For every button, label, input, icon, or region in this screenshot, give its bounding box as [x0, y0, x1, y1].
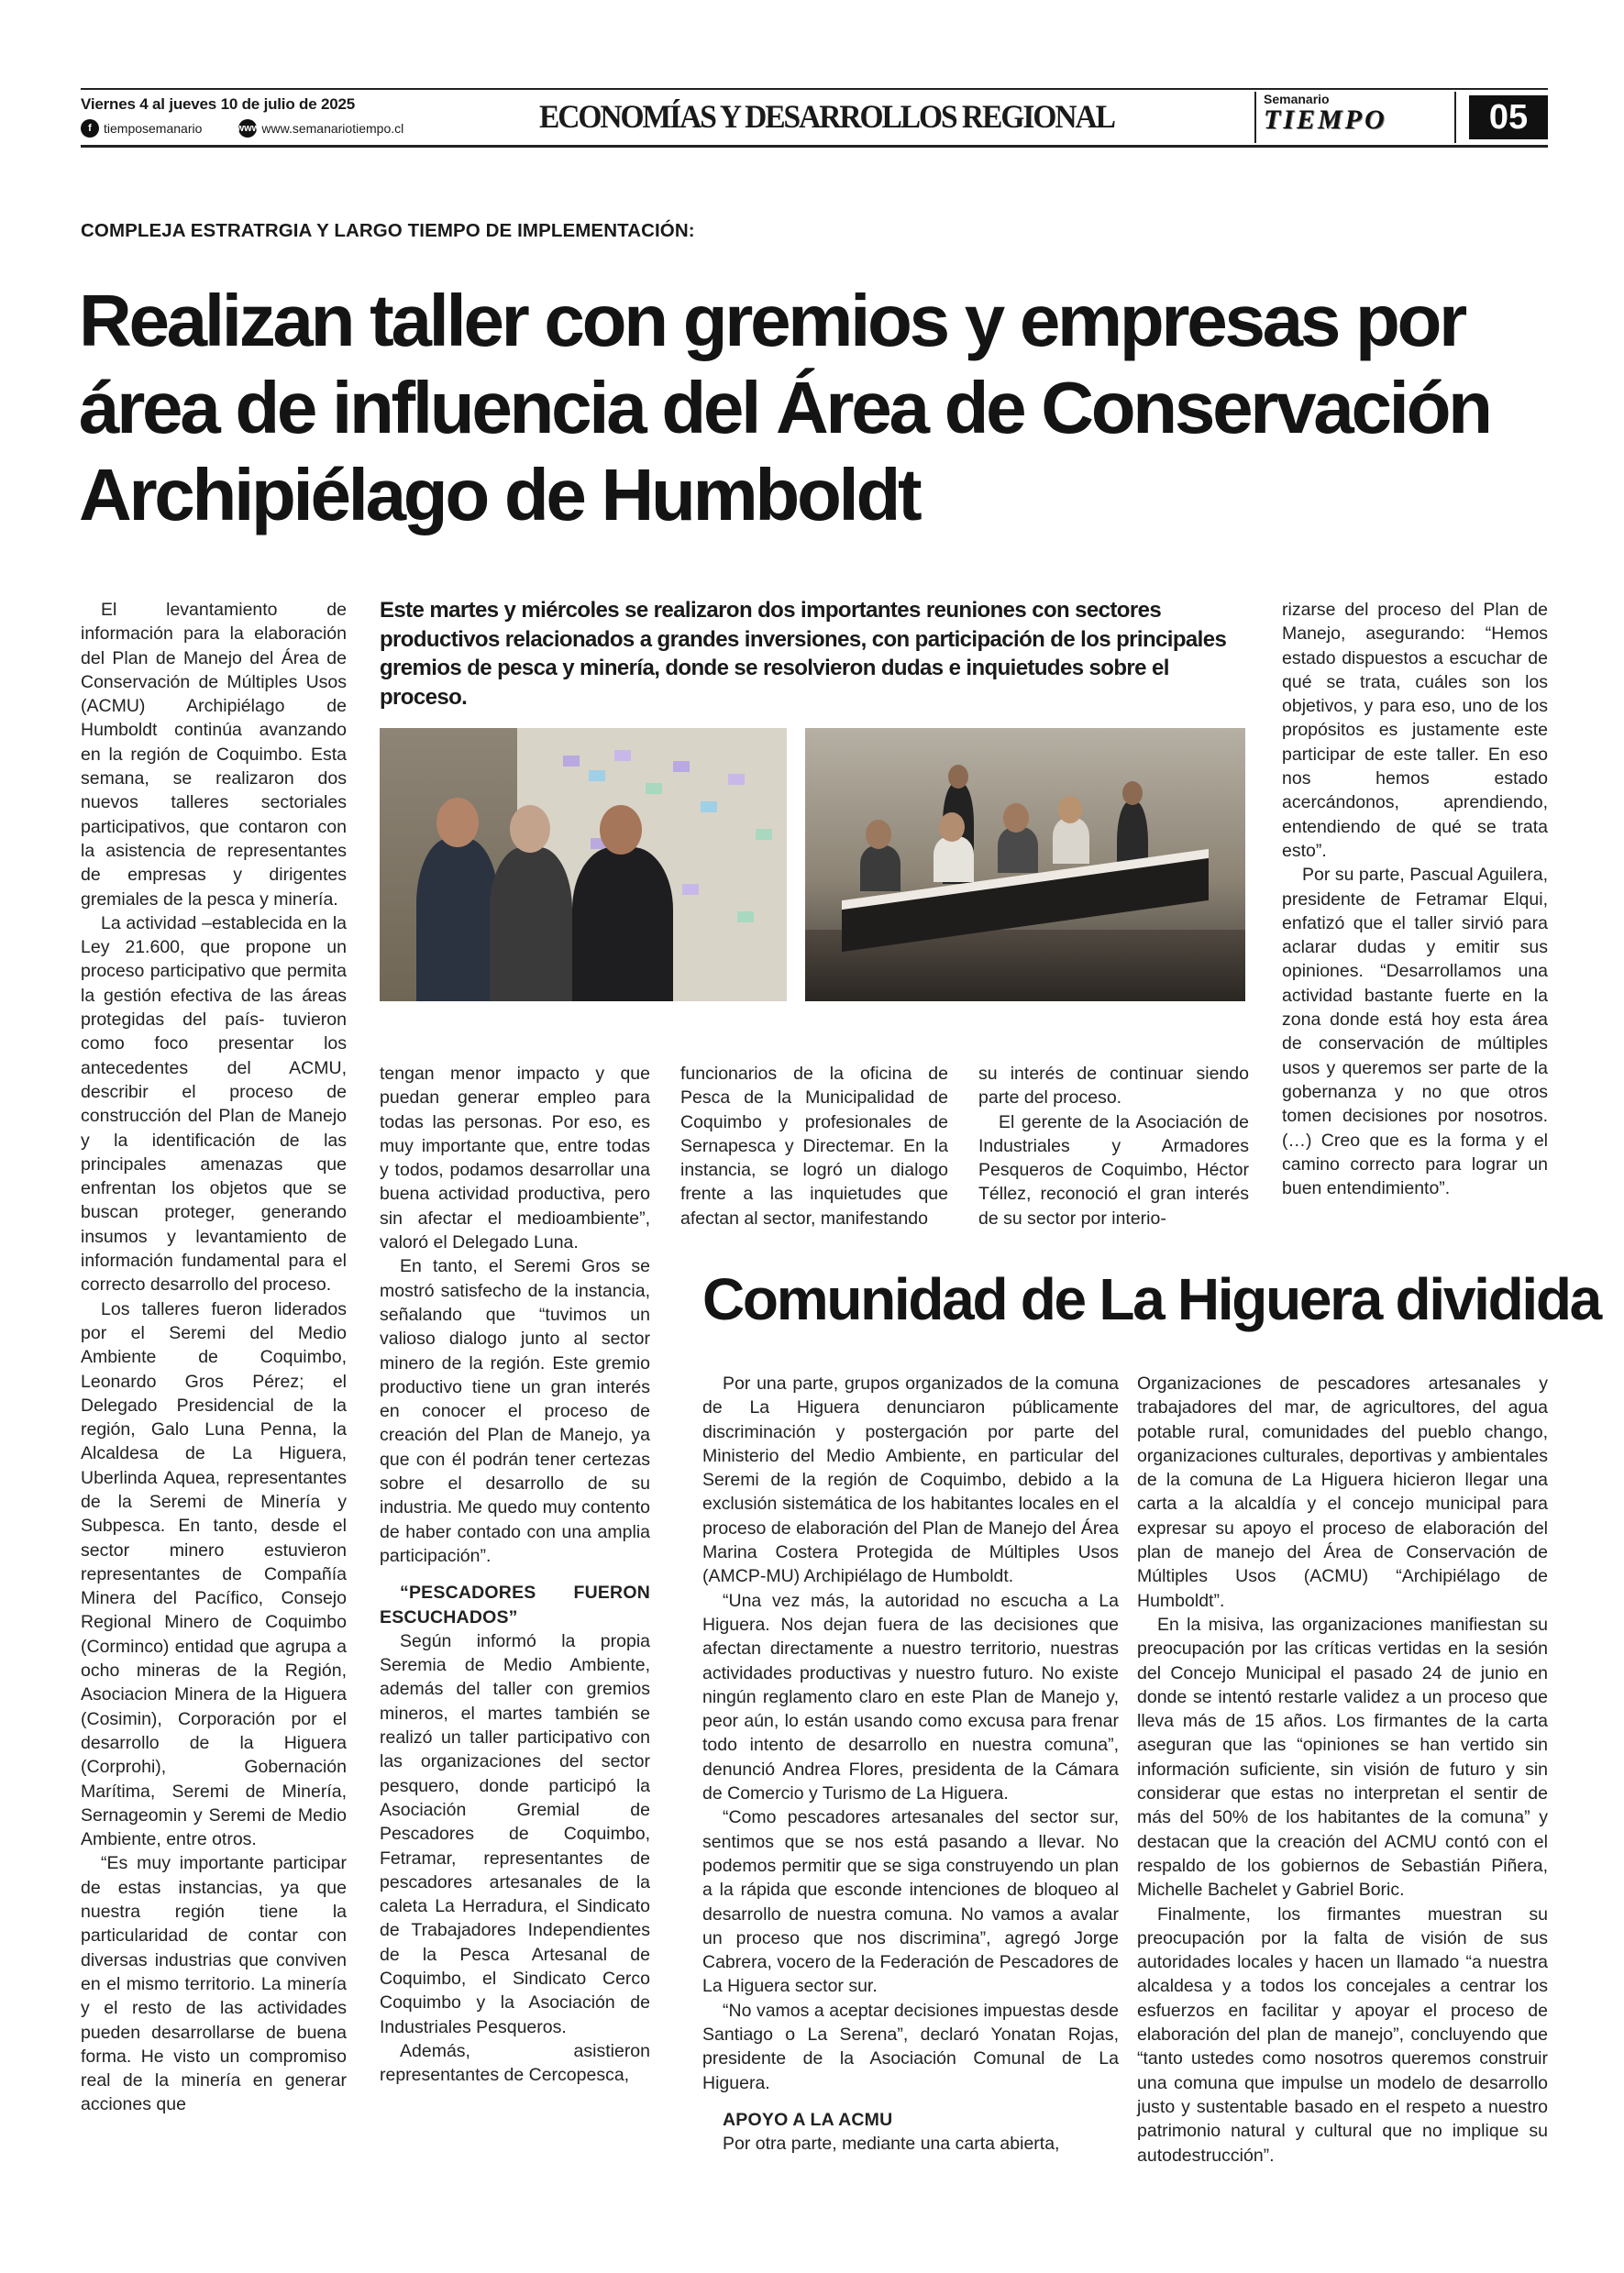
header-bottom-rule — [81, 145, 1548, 148]
paragraph: tengan menor impacto y que puedan generar empleo para todas las personas. Por eso, es muy importante que, entre todas y todos, podamos desarrollar una buena actividad productiva, pero sin afectar el medioambiente”, valoró el Delegado Luna. — [380, 1064, 650, 1253]
sticky-note — [737, 911, 754, 922]
sticky-note — [614, 750, 631, 761]
masthead-logo — [1254, 92, 1456, 143]
paragraph: La actividad –establecida en la Ley 21.600, que propone un proceso participativo que permita la gestión efectiva de las áreas protegidas del país- tuvieron como foco presentar los antecedentes del ACMU, describir el proceso de construcción del Plan de Manejo y la identificación de las principales amenazas que enfrentan los objetos que se buscan proteger, generando insumos y levantamiento de información fundamental para el correcto desarrollo del proceso. — [81, 912, 347, 1296]
person-head — [1122, 781, 1143, 805]
paragraph: El gerente de la Asociación de Industriales y Armadores Pesqueros de Coquimbo, Héctor Téllez, reconoció el gran interés de su sector por interio- — [978, 1111, 1249, 1229]
paragraph: Por una parte, grupos organizados de la comuna de La Higuera denunciaron públicamente discriminación y postergación por parte del Ministerio del Medio Ambiente, en particular del Seremi de la región de Coquimbo, debido a la exclusión sistemática de los habitantes locales en el proceso de elaboración del Plan de Manejo del Área Marina Costera Protegida de Múltiples Usos (AMCP-MU) Archipiélago de Humboldt. — [702, 1374, 1119, 1587]
sticky-note — [756, 829, 772, 840]
facebook-icon: f — [81, 119, 99, 138]
paragraph: El levantamiento de información para la elaboración del Plan de Manejo del Área de Conservación de Múltiples Usos (ACMU) Archipiélago de Humboldt continúa avanzando en la región de Coquimbo. Esta semana, se realizaron dos nuevos talleres sectoriales participativos, que contaron con la asistencia de representantes de empresas y dirigentes gremiales de la pesca y minería. — [81, 600, 347, 910]
person-head — [1058, 796, 1082, 823]
page-number: 05 — [1469, 95, 1548, 139]
second-article-headline: Comunidad de La Higuera dividida — [702, 1266, 1600, 1332]
paragraph: “Como pescadores artesanales del sector sur, sentimos que se nos está pasando a llevar. No podemos permitir que se siga construyendo un plan a la rápida que esconde intenciones de bloqueo al desarrollo de nuestra comuna. No vamos a avalar un proceso que nos discrimina”, agregó Jorge Cabrera, vocero de la Federación de Pescadores de La Higuera sector sur. — [702, 1807, 1119, 1997]
paragraph: Finalmente, los firmantes muestran su preocupación por la falta de visión de sus autoridades locales y hacen un llamado “a nuestra alcaldesa y a todos los concejales a centrar los esfuerzos en facilitar y apoyar el proceso de elaboración del plan de manejo”, concluyendo que “tanto ustedes como nosotros queremos construir una comuna que impulse un modelo de desarrollo justo y sustentable basado en el respeto a nuestro patrimonio natural y cultural que no implique su autodestrucción”. — [1137, 1903, 1548, 2166]
person-head — [948, 765, 968, 789]
paragraph: Por su parte, Pascual Aguilera, presidente de Fetramar Elqui, enfatizó que el taller sirvió para aclarar dudas y emitir sus opiniones. “Desarrollamos una actividad bastante fuerte en la zona donde está hoy esta área de conservación de múltiples usos y queremos ser parte de la gobernanza y no que otros tomen decisiones por nosotros. (…) Creo que es la forma y el camino correcto para lograr un buen entendimiento”. — [1282, 865, 1548, 1199]
person-head — [866, 820, 891, 849]
article-column-5 — [1282, 598, 1548, 1200]
sticky-note — [589, 770, 605, 781]
workshop-photo-1 — [380, 728, 787, 1001]
sticky-note — [563, 756, 580, 767]
issue-date: Viernes 4 al jueves 10 de julio de 2025 — [81, 95, 356, 113]
social-handle: tiemposemanario — [104, 121, 203, 136]
paragraph: En tanto, el Seremi Gros se mostró satisfecho de la instancia, señalando que “tuvimos un valioso dialogo junto al sector minero de la región. Este gremio productivo tiene un gran interés en conocer el proceso de creación del Plan de Manejo, ya que con él podrán tener certezas sobre el desarrollo de su industria. Me quedo muy contento de haber contado con una amplia participación”. — [380, 1256, 650, 1566]
article-column-4 — [978, 1062, 1249, 1230]
paragraph: Según informó la propia Seremia de Medio Ambiente, además del taller con gremios mineros, el martes también se realizó un taller participativo con las organizaciones del sector pesquero, donde participó la Asociación Gremial de Pescadores de Coquimbo, Fetramar, representantes de pescadores artesanales de la caleta La Herradura, el Sindicato de Trabajadores Independientes de la Pesca Artesanal de Coquimbo, el Sindicato Cerco Coquimbo y la Asociación de Industriales Pesqueros. — [380, 1630, 650, 2037]
second-article-column-1 — [702, 1372, 1119, 2157]
second-article-column-2 — [1137, 1372, 1548, 2168]
sticky-note — [673, 761, 690, 772]
person-head — [939, 812, 965, 842]
masthead-small: Semanario — [1264, 92, 1330, 106]
paragraph: En la misiva, las organizaciones manifiestan su preocupación por las críticas vertidas en la sesión del Concejo Municipal el pasado 24 de junio en donde se intentó restarle validez a un proceso que lleva más de 15 años. Los firmantes de la carta aseguran que las “opiniones se han vertido sin información suficiente, sin visión de futuro y sin considerar que estas no interpretan el sentir de más del 50% de los habitantes de la comuna” y destacan que la creación del ACMU contó con el respaldo de los gobiernos de Sebastián Piñera, Michelle Bachelet y Gabriel Boric. — [1137, 1614, 1548, 1901]
paragraph: “Es muy importante participar de estas instancias, ya que nuestra región tiene la particularidad de contar con diversas industrias que conviven en el mismo territorio. La minería y el resto de las actividades pueden desarrollarse de buena forma. He visto un compromiso real de la minería en generar acciones que — [81, 1853, 347, 2115]
paragraph: Organizaciones de pescadores artesanales y trabajadores del mar, de agricultores, del agua potable rural, comunidades del pueblo chango, organizaciones culturales, deportivas y ambientales de la comuna de La Higuera hicieron llegar una carta a la alcaldía y el concejo municipal para expresar su apoyo el proceso de elaboración del plan de manejo del Área de Conservación de Múltiples Usos (ACMU) “Archipiélago de Humboldt”. — [1137, 1374, 1548, 1611]
workshop-photo-2 — [805, 728, 1245, 1001]
paragraph: su interés de continuar siendo parte del proceso. — [978, 1064, 1249, 1109]
header-links — [81, 119, 403, 138]
header-top-rule — [81, 88, 1548, 90]
person-figure — [1053, 818, 1089, 864]
paragraph: Por otra parte, mediante una carta abierta, — [723, 2134, 1060, 2155]
section-subhead: “PESCADORES FUERON ESCUCHADOS” — [380, 1583, 650, 1628]
paragraph: “No vamos a aceptar decisiones impuestas desde Santiago o La Serena”, declaró Yonatan Rojas, presidente de la Asociación Comunal de La Higuera. — [702, 2000, 1119, 2093]
paragraph: rizarse del proceso del Plan de Manejo, asegurando: “Hemos estado dispuestos a escuchar de qué se trata, cuáles son los objetivos, y para eso, uno de los propósitos es justamente este participar de este taller. En eso nos hemos estado acercándonos, aprendiendo, entendiendo de qué se trata esto”. — [1282, 600, 1548, 861]
person-head — [600, 805, 642, 855]
article-column-2 — [380, 1062, 650, 2087]
person-head — [510, 805, 550, 853]
website-link[interactable] — [238, 119, 403, 138]
sticky-note — [646, 783, 662, 794]
person-figure — [572, 847, 673, 1001]
paragraph: Los talleres fueron liderados por el Seremi del Medio Ambiente de Coquimbo, Leonardo Gros Pérez; el Delegado Presidencial de la región, Galo Luna Penna, la Alcaldesa de La Higuera, Uberlinda Aquea, representantes de la Seremi de Minería y Subpesca. En tanto, desde el sector minero estuvieron representantes de Compañía Minera del Pacífico, Consejo Regional Minero de Coquimbo (Corminco) entidad que agrupa a ocho mineras de la Región, Asociacion Minera de la Higuera (Cosimin), Corporación por el desarrollo de la Higuera (Corprohi), Gobernación Marítima, Seremi de Minería, Sernageomin y Seremi de Medio Ambiente, entre otros. — [81, 1298, 347, 1850]
globe-icon: www — [238, 119, 257, 138]
section-title: ECONOMÍAS Y DESARROLLOS REGIONAL — [539, 98, 1114, 135]
article-column-3 — [680, 1062, 948, 1230]
person-figure — [998, 827, 1038, 873]
article-column-1 — [81, 598, 347, 2117]
website-url: www.semanariotiempo.cl — [261, 121, 404, 136]
sticky-note — [701, 801, 717, 812]
section-subhead: APOYO A LA ACMU — [723, 2109, 893, 2130]
article-lede: Este martes y miércoles se realizaron dos importantes reuniones con sectores productivos relacionados a grandes inversiones, con participación de los principales gremios de pesca y minería, donde se resolvieron dudas e inquietudes sobre el proceso. — [380, 598, 1227, 710]
masthead-name: TIEMPO — [1264, 105, 1387, 135]
paragraph: Además, asistieron representantes de Cercopesca, — [380, 2040, 650, 2086]
sticky-note — [682, 884, 699, 895]
article-headline: Realizan taller con gremios y empresas por área de influencia del Área de Conservación Archipiélago de Humboldt — [79, 280, 1490, 535]
person-head — [1003, 803, 1029, 833]
person-figure — [416, 838, 499, 1001]
person-figure — [490, 847, 572, 1001]
social-link[interactable] — [81, 119, 202, 138]
person-figure — [934, 836, 974, 882]
person-figure — [860, 845, 900, 891]
article-kicker: COMPLEJA ESTRATRGIA Y LARGO TIEMPO DE IMPLEMENTACIÓN: — [81, 220, 695, 241]
person-head — [436, 798, 479, 847]
paragraph: “Una vez más, la autoridad no escucha a La Higuera. Nos dejan fuera de las decisiones que afectan directamente a nuestro territorio, nuestras actividades productivas y nuestro futuro. No existe ningún reglamento claro en este Plan de Manejo y, peor aún, lo están usando como excusa para frenar todo intento de desarrollo en nuestra comuna”, denunció Andrea Flores, presidenta de la Cámara de Comercio y Turismo de La Higuera. — [702, 1590, 1119, 1804]
paragraph: funcionarios de la oficina de Pesca de la Municipalidad de Coquimbo y profesionales de Sernapesca y Directemar. En la instancia, se logró un dialogo frente a las inquietudes que afectan al sector, manifestando — [680, 1064, 948, 1229]
sticky-note — [728, 774, 745, 785]
